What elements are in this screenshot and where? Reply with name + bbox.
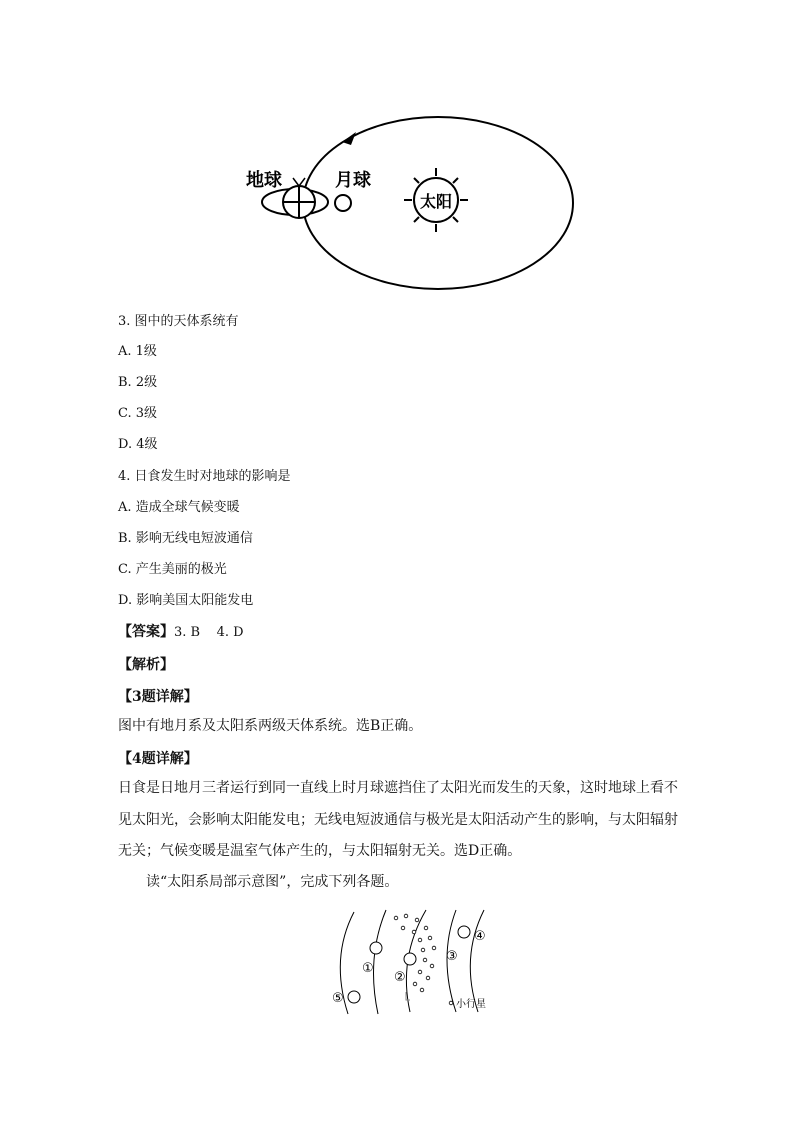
orbit-direction-arrow [342,132,356,145]
earth-label: 地球 [246,170,282,191]
marker-5: ⑤ [332,991,344,1006]
question-4-option-b: B. 影响无线电短波通信 [118,531,253,546]
planet-circle-3 [458,926,470,938]
earth-symbol [283,178,315,218]
question-3-stem: 3. 图中的天体系统有 [118,314,239,329]
planet-circle-5 [348,991,360,1003]
question-3-option-d: D. 4级 [118,437,158,452]
orbit-5 [470,910,484,1012]
orbit-2 [374,910,387,1014]
question-4-detail-label: 【4题详解】 [118,751,198,767]
question-4-option-c: C. 产生美丽的极光 [118,562,227,577]
question-4-option-a: A. 造成全球气候变暖 [118,500,240,515]
question-4-option-d: D. 影响美国太阳能发电 [118,593,254,608]
planet-circle-2 [404,953,416,965]
marker-4: ④ [474,929,486,944]
asteroid-label: 小行星 [456,999,486,1010]
answer-line [118,623,244,642]
planet-circle-1 [370,942,382,954]
marker-3: ③ [446,949,458,964]
earth-moon-sun-diagram [238,112,578,294]
analysis-label: 【解析】 [118,657,174,673]
marker-2: ② [394,970,406,985]
asteroid-legend-icon [449,1001,453,1005]
moon-label: 月球 [335,170,371,191]
next-question-intro: 读“太阳系局部示意图”，完成下列各题。 [146,874,399,890]
marker-1: ① [362,961,374,976]
question-3-option-a: A. 1级 [118,344,157,359]
moon-symbol [335,195,351,211]
sun-label: 太阳 [420,192,453,211]
question-3-detail-label: 【3题详解】 [118,689,198,705]
answer-label: 【答案】 [118,624,174,640]
question-4-stem: 4. 日食发生时对地球的影响是 [118,469,291,484]
question-3-detail-text: 图中有地月系及太阳系两级天体系统。选B正确。 [118,718,423,734]
solar-system-partial-diagram [326,908,498,1018]
question-4-detail-text: 日食是日地月三者运行到同一直线上时月球遮挡住了太阳光而发生的天象，这时地球上看不见太阳光，会影响太阳能发电；无线电短波通信与极光是太阳活动产生的影响，与太阳辐射无关；气候变暖是温室气体产生的，与太阳辐射无关。选D正确。 [118,780,678,859]
answer-text: 3. B 4. D [174,625,244,640]
question-3-option-c: C. 3级 [118,406,158,421]
question-3-option-b: B. 2级 [118,375,158,390]
